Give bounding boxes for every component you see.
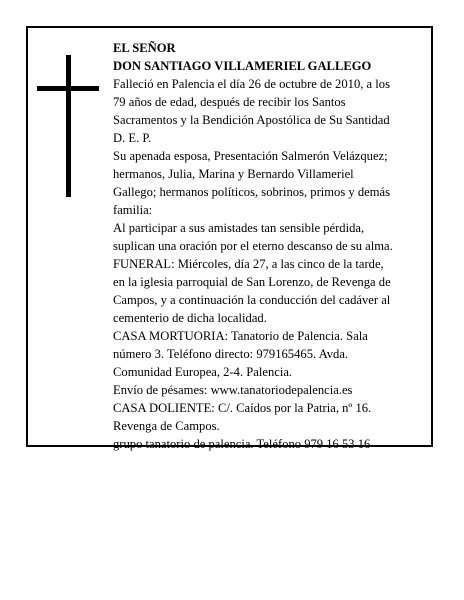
- body-line: FUNERAL: Miércoles, día 27, a las cinco de la tarde,: [113, 257, 384, 271]
- body-line: Comunidad Europea, 2-4. Palencia.: [113, 365, 293, 379]
- body-line: Su apenada esposa, Presentación Salmerón Velázquez;: [113, 149, 388, 163]
- body-line: D. E. P.: [113, 131, 152, 145]
- body-line: Campos, y a continuación la conducción del cadáver al: [113, 293, 391, 307]
- body-line: hermanos, Julia, Marina y Bernardo Villameriel: [113, 167, 354, 181]
- body-line: en la iglesia parroquial de San Lorenzo, de Revenga de: [113, 275, 391, 289]
- body-line: CASA MORTUORIA: Tanatorio de Palencia. Sala: [113, 329, 368, 343]
- body-line: número 3. Teléfono directo: 979165465. Avda.: [113, 347, 349, 361]
- body-line: CASA DOLIENTE: C/. Caídos por la Patria, nº 16.: [113, 401, 372, 415]
- body-line: grupo tanatorio de palencia. Teléfono 979 16 53 16: [113, 437, 371, 451]
- heading-line-name: DON SANTIAGO VILLAMERIEL GALLEGO: [113, 59, 372, 73]
- body-line: familia:: [113, 203, 153, 217]
- body-line: Revenga de Campos.: [113, 419, 220, 433]
- body-line: Al participar a sus amistades tan sensible pérdida,: [113, 221, 365, 235]
- body-line: Sacramentos y la Bendición Apostólica de Su Santidad: [113, 113, 390, 127]
- body-line: Gallego; hermanos políticos, sobrinos, primos y demás: [113, 185, 391, 199]
- body-line: Envío de pésames: www.tanatoriodepalencia.es: [113, 383, 353, 397]
- body-line: Falleció en Palencia el día 26 de octubre de 2010, a los: [113, 77, 390, 91]
- heading-line-title: EL SEÑOR: [113, 41, 176, 55]
- body-line: 79 años de edad, después de recibir los Santos: [113, 95, 346, 109]
- body-line: cementerio de dicha localidad.: [113, 311, 267, 325]
- obituary-text: [113, 39, 423, 453]
- body-line: suplican una oración por el eterno descanso de su alma.: [113, 239, 393, 253]
- cross-vertical-bar: [66, 55, 71, 197]
- cross-horizontal-bar: [37, 86, 99, 91]
- cross-icon: [37, 55, 99, 197]
